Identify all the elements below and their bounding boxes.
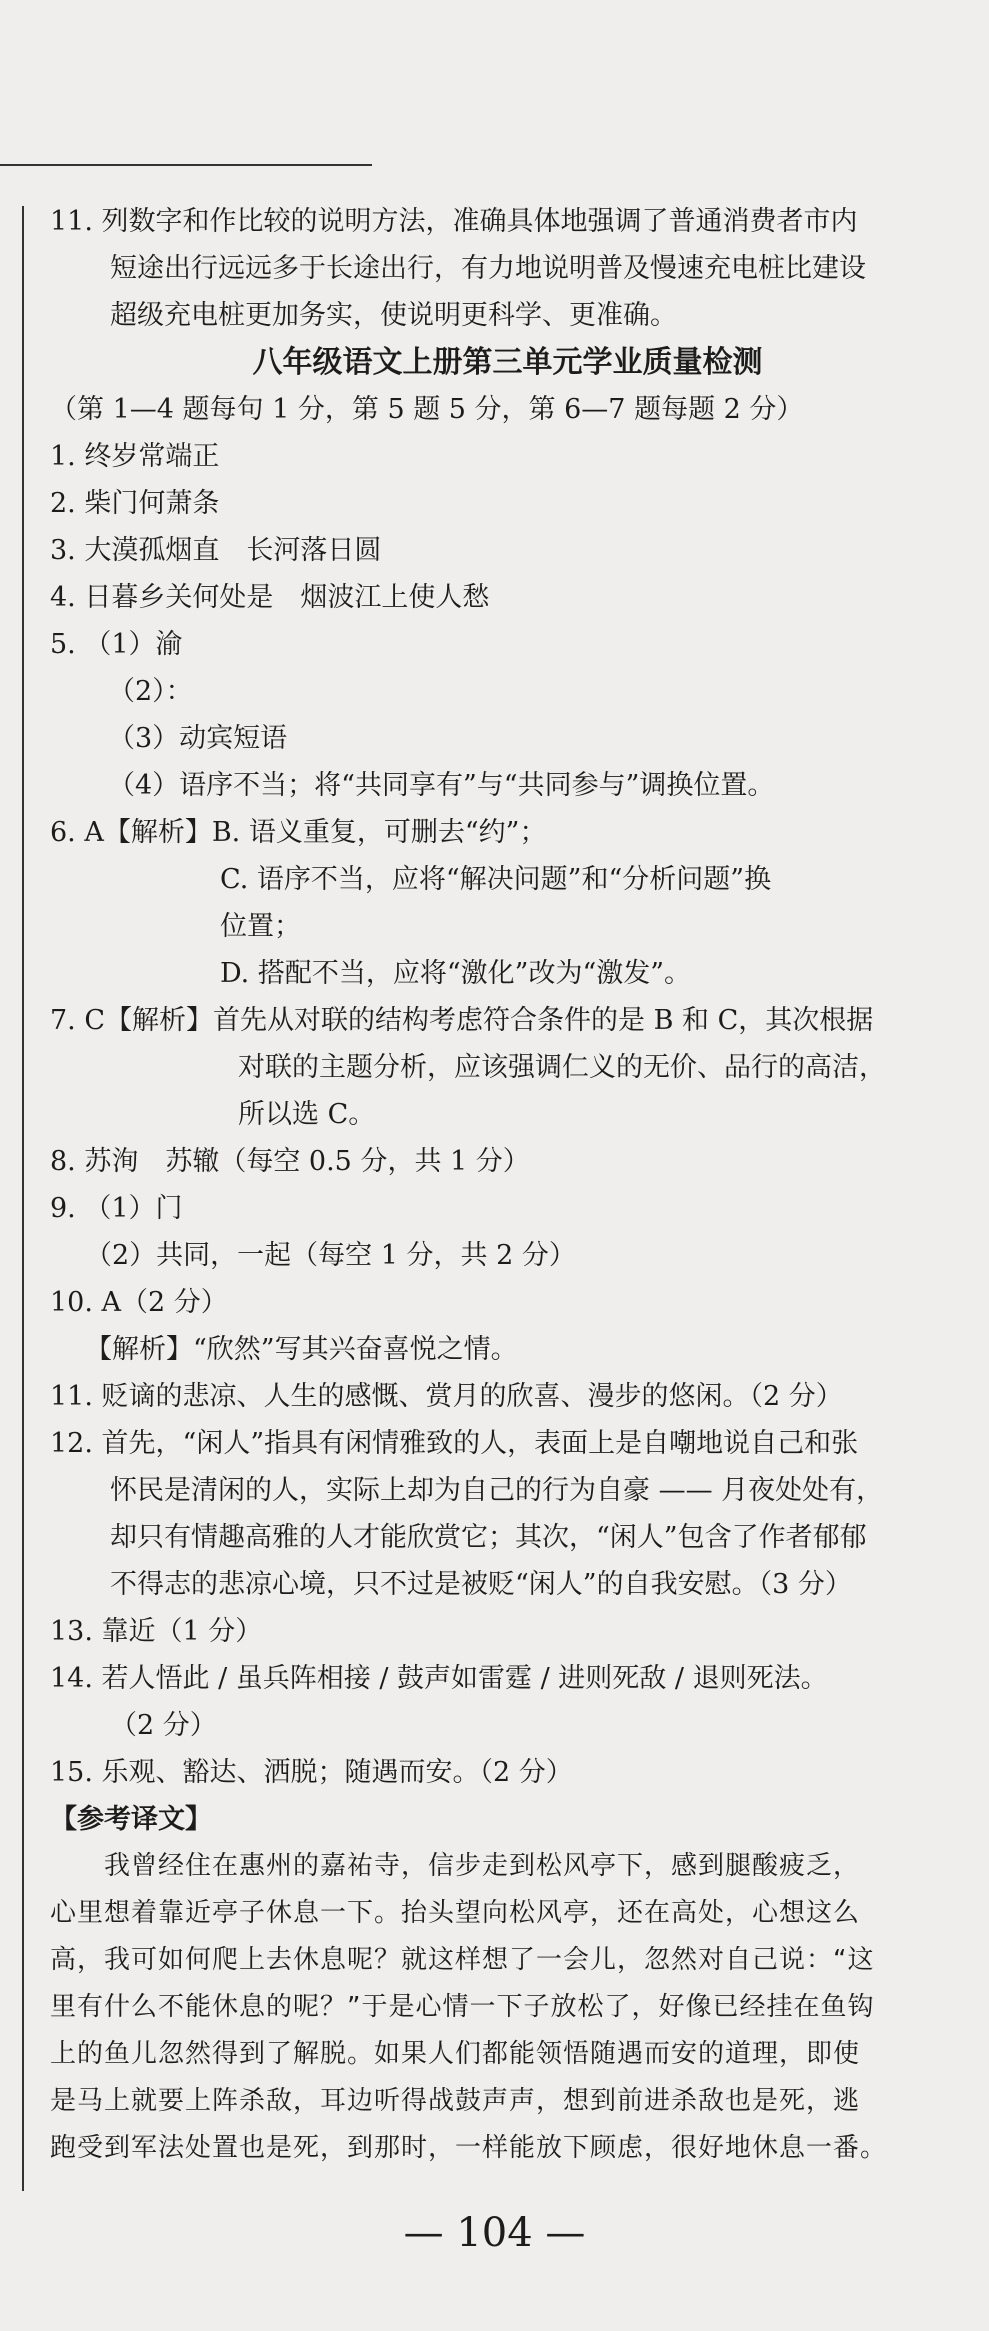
answer-subline: （3）动宾短语 [108, 723, 288, 754]
answer-line: 4. 日暮乡关何处是 烟波江上使人愁 [50, 582, 490, 613]
analysis-line: 对联的主题分析，应该强调仁义的无价、品行的高洁， [238, 1052, 886, 1083]
translation-line: 上的鱼儿忽然得到了解脱。如果人们都能领悟随遇而安的道理，即使 [50, 2039, 861, 2069]
analysis-line: 所以选 C。 [238, 1099, 376, 1130]
section-title: 八年级语文上册第三单元学业质量检测 [252, 345, 763, 380]
answer-11-line: 短途出行远远多于长途出行，有力地说明普及慢速充电桩比建设 [110, 253, 866, 284]
answer-line: 8. 苏洵 苏辙（每空 0.5 分，共 1 分） [50, 1146, 530, 1177]
answer-line: 13. 靠近（1 分） [50, 1616, 263, 1647]
translation-line: 跑受到军法处置也是死，到那时，一样能放下顾虑，很好地休息一番。 [50, 2133, 888, 2163]
analysis-line: 位置； [220, 911, 301, 942]
translation-line: 是马上就要上阵杀敌，耳边听得战鼓声声，想到前进杀敌也是死，逃 [50, 2086, 861, 2116]
page-number: — 104 — [403, 2210, 586, 2256]
translation-line: 心里想着靠近亭子休息一下。抬头望向松风亭，还在高处，心想这么 [50, 1898, 861, 1928]
answer-line: 14. 若人悟此 / 虽兵阵相接 / 鼓声如雷霆 / 进则死敌 / 退则死法。 [50, 1663, 828, 1694]
answer-line: 1. 终岁常端正 [50, 441, 220, 472]
translation-line: 我曾经住在惠州的嘉祐寺，信步走到松风亭下，感到腿酸疲乏， [104, 1851, 861, 1881]
margin-rule [22, 206, 24, 2191]
translation-heading: 【参考译文】 [50, 1804, 212, 1835]
answer-line: 3. 大漠孤烟直 长河落日圆 [50, 535, 382, 566]
translation-line: 高，我可如何爬上去休息呢？就这样想了一会儿，忽然对自己说：“这 [50, 1945, 875, 1975]
answer-line: 11. 贬谪的悲凉、人生的感慨、赏月的欣喜、漫步的悠闲。（2 分） [50, 1381, 843, 1412]
translation-line: 里有什么不能休息的呢？”于是心情一下子放松了，好像已经挂在鱼钩 [50, 1992, 875, 2022]
answer-line: 10. A（2 分） [50, 1287, 228, 1318]
answer-line: 5. （1）渝 [50, 629, 183, 660]
answer-line: 怀民是清闲的人，实际上却为自己的行为自豪 —— 月夜处处有， [110, 1475, 884, 1506]
answer-line: 2. 柴门何萧条 [50, 488, 220, 519]
answer-content [50, 198, 935, 2172]
analysis-line: C. 语序不当，应将“解决问题”和“分析问题”换 [220, 864, 772, 895]
answer-line: （2 分） [110, 1710, 217, 1741]
answer-line: 却只有情趣高雅的人才能欣赏它；其次，“闲人”包含了作者郁郁 [110, 1522, 867, 1553]
answer-line: 15. 乐观、豁达、洒脱；随遇而安。（2 分） [50, 1757, 573, 1788]
header-rule [0, 164, 372, 166]
answer-11-line: 超级充电桩更加务实，使说明更科学、更准确。 [110, 300, 677, 331]
answer-line: 7. C【解析】首先从对联的结构考虑符合条件的是 B 和 C，其次根据 [50, 1005, 874, 1036]
answer-line: 12. 首先，“闲人”指具有闲情雅致的人，表面上是自嘲地说自己和张 [50, 1428, 859, 1459]
answer-11-line: 11. 列数字和作比较的说明方法，准确具体地强调了普通消费者市内 [50, 206, 858, 237]
analysis-line: D. 搭配不当，应将“激化”改为“激发”。 [220, 958, 692, 989]
answer-line: 不得志的悲凉心境，只不过是被贬“闲人”的自我安慰。（3 分） [110, 1569, 852, 1600]
answer-subline: （2）： [108, 676, 193, 707]
answer-subline: （4）语序不当；将“共同享有”与“共同参与”调换位置。 [108, 770, 775, 801]
answer-line: 9. （1）门 [50, 1193, 183, 1224]
analysis-line: 【解析】“欣然”写其兴奋喜悦之情。 [85, 1334, 518, 1365]
scoring-note: （第 1—4 题每句 1 分，第 5 题 5 分，第 6—7 题每题 2 分） [50, 394, 804, 425]
answer-line: 6. A【解析】B. 语义重复，可删去“约”； [50, 817, 547, 848]
answer-subline: （2）共同，一起（每空 1 分，共 2 分） [85, 1240, 576, 1271]
